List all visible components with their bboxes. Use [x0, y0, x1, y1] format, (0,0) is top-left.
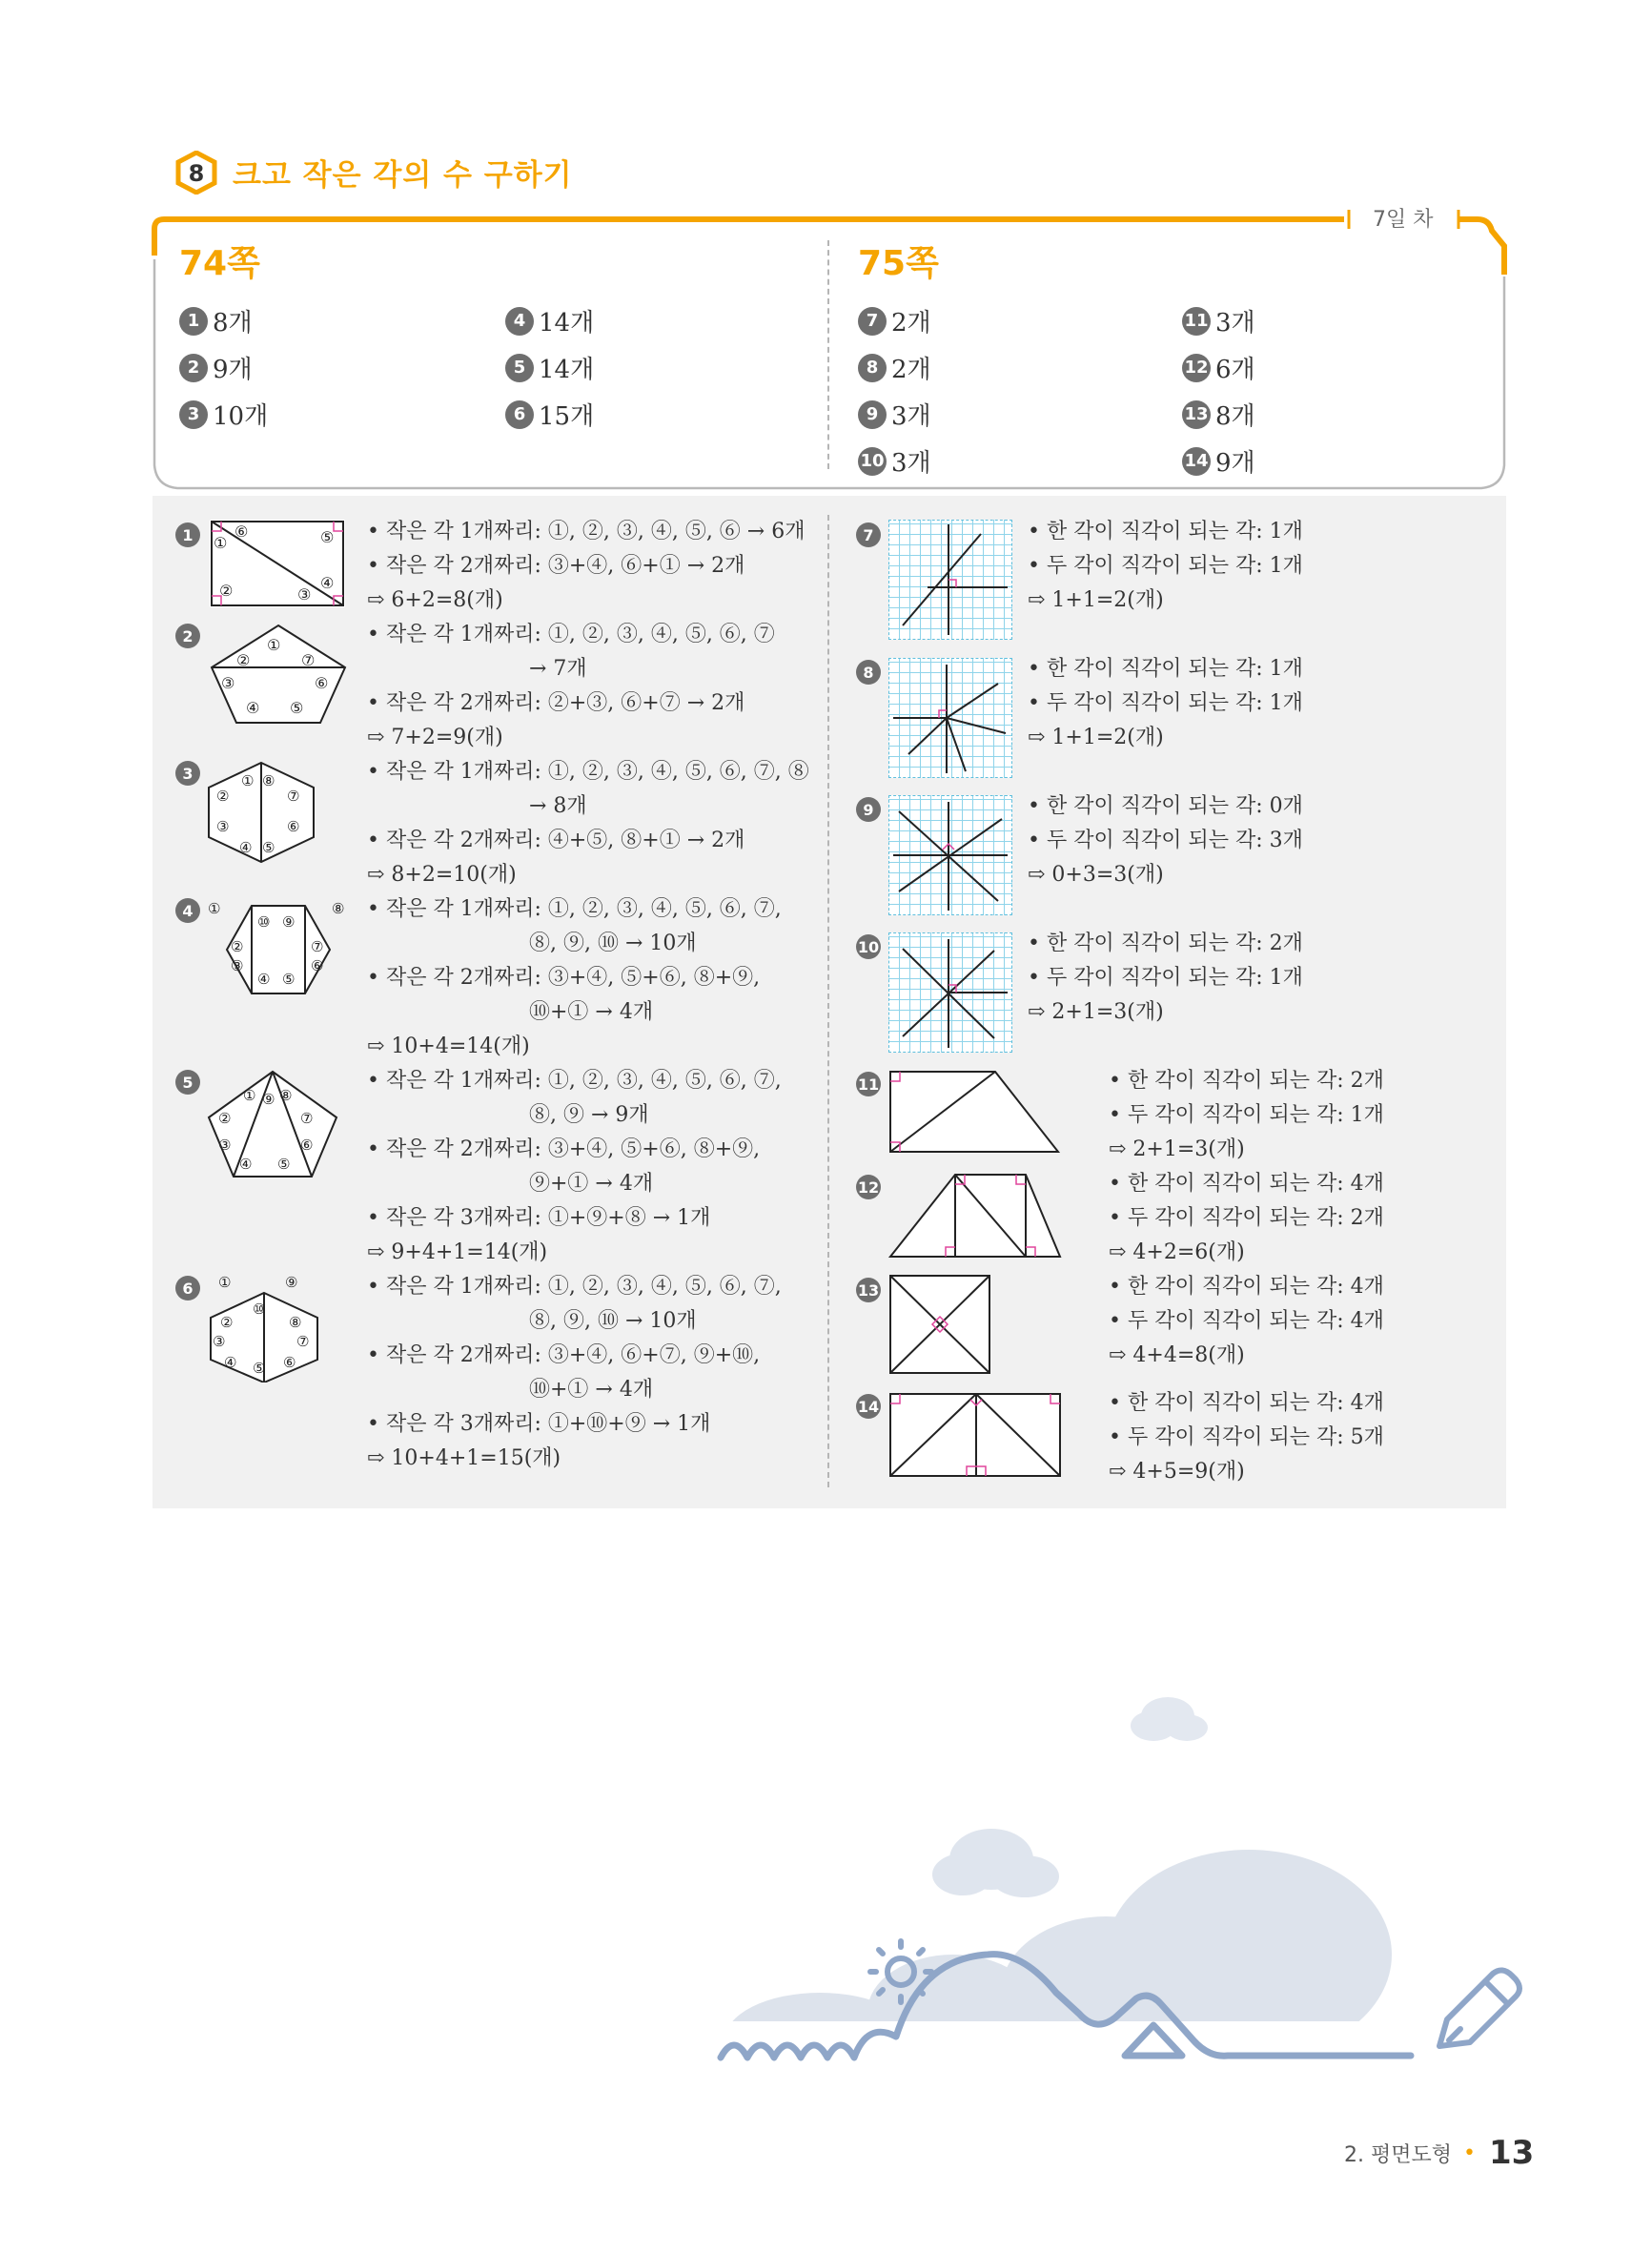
- figure-4-label: ⑩: [257, 913, 271, 931]
- figure-14-rectangle: [887, 1390, 1064, 1480]
- figure-6-label: ⑦: [296, 1333, 310, 1350]
- figure-3-label: ⑧: [262, 772, 275, 789]
- figure-3-label: ②: [216, 788, 230, 805]
- cloud-icon: [1131, 1697, 1208, 1741]
- solution-12-number: 12: [856, 1175, 881, 1199]
- solution-14: • 한 각이 직각이 되는 각: 4개 • 두 각이 직각이 되는 각: 5개 ⇨ 4+5=9(개): [1109, 1391, 1384, 1484]
- figure-4-label: ④: [257, 971, 271, 988]
- solution-11-number: 11: [856, 1072, 881, 1096]
- figure-5-label: ⑨: [262, 1091, 275, 1108]
- figure-4-hexagon: [202, 894, 355, 1001]
- solution-3-number: 3: [175, 761, 200, 786]
- figure-6-label: ⑩: [253, 1301, 266, 1318]
- figure-5-label: ③: [218, 1137, 232, 1154]
- figure-2-label: ⑤: [290, 699, 304, 717]
- figure-2-pentagon: [208, 622, 349, 727]
- figure-1-label: ⑤: [320, 528, 335, 546]
- figure-5-pentagon: [205, 1068, 340, 1180]
- answer-13: 13 8개: [1182, 397, 1255, 432]
- answer-2: 2 9개: [179, 350, 253, 385]
- figure-12-trapezoid: [887, 1171, 1062, 1260]
- answer-divider: [827, 240, 829, 469]
- chapter-label: 2. 평면도형: [1344, 2142, 1452, 2167]
- solution-3: • 작은 각 1개짜리: ①, ②, ③, ④, ⑤, ⑥, ⑦, ⑧ → 8개 • 작은 각 2개짜리: ④+⑤, ⑧+① → 2개 ⇨ 8+2=10(개): [367, 760, 809, 887]
- figure-1-label: ⑥: [235, 522, 249, 541]
- figure-1-label: ④: [320, 574, 335, 592]
- figure-3-label: ⑥: [287, 818, 300, 835]
- figure-3-label: ⑦: [287, 788, 300, 805]
- day-label: 7일 차: [1373, 208, 1434, 232]
- figure-2-label: ③: [221, 674, 235, 692]
- figure-1-label: ②: [219, 582, 234, 600]
- figure-2-label: ①: [267, 636, 281, 654]
- answer-box-frame: [143, 200, 1516, 505]
- solution-11: • 한 각이 직각이 되는 각: 2개 • 두 각이 직각이 되는 각: 1개 ⇨ 2+1=3(개): [1109, 1069, 1384, 1161]
- figure-3-label: ①: [241, 772, 255, 789]
- figure-6-label: ③: [213, 1333, 226, 1350]
- solution-1-number: 1: [175, 522, 200, 547]
- figure-6-label: ⑥: [283, 1354, 296, 1371]
- figure-2-label: ⑦: [301, 651, 316, 669]
- solution-6-number: 6: [175, 1276, 200, 1301]
- answer-6: 6 15개: [505, 397, 594, 432]
- solution-7-number: 7: [856, 522, 881, 547]
- figure-6-label: ⑧: [289, 1314, 302, 1331]
- figure-1-rectangle: [210, 520, 345, 607]
- solution-4: • 작은 각 1개짜리: ①, ②, ③, ④, ⑤, ⑥, ⑦, ⑧, ⑨, ⑩ → 10개 • 작은 각 2개짜리: ③+④, ⑤+⑥, ⑧+⑨, ⑩+① → 4개 ⇨ 10+4=14(개): [367, 897, 782, 1058]
- figure-11-trapezoid: [887, 1068, 1062, 1156]
- figure-10-grid: [888, 932, 1012, 1053]
- solution-7: • 한 각이 직각이 되는 각: 1개 • 두 각이 직각이 되는 각: 1개 ⇨ 1+1=2(개): [1028, 520, 1303, 612]
- figure-4-label: ⑨: [282, 913, 296, 931]
- solution-6: • 작은 각 1개짜리: ①, ②, ③, ④, ⑤, ⑥, ⑦, ⑧, ⑨, ⑩ → 10개 • 작은 각 2개짜리: ③+④, ⑥+⑦, ⑨+⑩, ⑩+① → 4개 • 작은 각 3개짜리: ①+⑩+⑨ → 1개 ⇨ 10+4+1=15(개): [367, 1275, 782, 1470]
- solution-12: • 한 각이 직각이 되는 각: 4개 • 두 각이 직각이 되는 각: 2개 ⇨ 4+2=6(개): [1109, 1172, 1384, 1264]
- cloud-icon: [932, 1829, 1059, 1897]
- figure-5-label: ⑧: [279, 1087, 293, 1104]
- page-75-title: 75쪽: [858, 244, 939, 283]
- answer-7: 7 2개: [858, 303, 931, 338]
- solution-2-number: 2: [175, 624, 200, 648]
- solutions-divider: [827, 515, 829, 1487]
- answer-9: 9 3개: [858, 397, 931, 432]
- cloud-landscape-illustration: [705, 1678, 1525, 2098]
- figure-4-label: ②: [231, 938, 244, 955]
- figure-9-grid: [888, 795, 1012, 915]
- page-footer: [1344, 2134, 1534, 2172]
- figure-3-hexagon: [205, 759, 317, 866]
- solution-10-number: 10: [856, 934, 881, 959]
- answer-4: 4 14개: [505, 303, 594, 338]
- figure-6-label: ②: [220, 1314, 234, 1331]
- figure-4-label: ⑤: [282, 971, 296, 988]
- section-number: 8: [188, 160, 205, 187]
- figure-5-label: ④: [239, 1156, 253, 1173]
- section-number-badge: [174, 151, 218, 195]
- figure-5-label: ①: [243, 1087, 256, 1104]
- figure-4-label: ⑧: [332, 900, 345, 917]
- solution-2: • 작은 각 1개짜리: ①, ②, ③, ④, ⑤, ⑥, ⑦ → 7개 • 작은 각 2개짜리: ②+③, ⑥+⑦ → 2개 ⇨ 7+2=9(개): [367, 623, 775, 749]
- solution-8: • 한 각이 직각이 되는 각: 1개 • 두 각이 직각이 되는 각: 1개 ⇨ 1+1=2(개): [1028, 657, 1303, 749]
- answer-12: 12 6개: [1182, 350, 1255, 385]
- solution-8-number: 8: [856, 660, 881, 685]
- figure-5-label: ②: [218, 1110, 232, 1127]
- answer-10: 10 3개: [858, 443, 931, 479]
- answer-8: 8 2개: [858, 350, 931, 385]
- figure-6-label: ①: [218, 1274, 232, 1291]
- figure-13-square: [887, 1272, 993, 1377]
- figure-3-label: ⑤: [262, 839, 275, 856]
- figure-6-label: ⑨: [285, 1274, 298, 1291]
- figure-5-label: ⑦: [300, 1110, 314, 1127]
- answer-1: 1 8개: [179, 303, 253, 338]
- solution-1: • 작은 각 1개짜리: ①, ②, ③, ④, ⑤, ⑥ → 6개 • 작은 각 2개짜리: ③+④, ⑥+① → 2개 ⇨ 6+2=8(개): [367, 520, 806, 612]
- solution-4-number: 4: [175, 898, 200, 923]
- page-74-title: 74쪽: [179, 244, 260, 283]
- figure-4-label: ①: [208, 900, 221, 917]
- figure-4-label: ⑥: [311, 957, 324, 974]
- answer-3: 3 10개: [179, 397, 268, 432]
- solution-13-number: 13: [856, 1278, 881, 1302]
- figure-1-label: ③: [297, 585, 312, 604]
- page-number: 13: [1488, 2134, 1535, 2172]
- figure-8-grid: [888, 658, 1012, 778]
- figure-4-label: ③: [231, 957, 244, 974]
- figure-1-label: ①: [214, 534, 228, 552]
- section-title: 크고 작은 각의 수 구하기: [233, 158, 573, 193]
- answer-5: 5 14개: [505, 350, 594, 385]
- solution-14-number: 14: [856, 1394, 881, 1419]
- solution-9: • 한 각이 직각이 되는 각: 0개 • 두 각이 직각이 되는 각: 3개 ⇨ 0+3=3(개): [1028, 794, 1303, 887]
- figure-2-label: ②: [236, 651, 251, 669]
- figure-3-label: ③: [216, 818, 230, 835]
- figure-6-label: ⑤: [253, 1360, 266, 1377]
- figure-2-label: ④: [246, 699, 260, 717]
- figure-6-label: ④: [224, 1354, 237, 1371]
- answer-14: 14 9개: [1182, 443, 1255, 479]
- figure-7-grid: [888, 520, 1012, 640]
- figure-5-label: ⑤: [277, 1156, 291, 1173]
- solution-10: • 한 각이 직각이 되는 각: 2개 • 두 각이 직각이 되는 각: 1개 ⇨ 2+1=3(개): [1028, 932, 1303, 1024]
- answer-11: 11 3개: [1182, 303, 1255, 338]
- figure-3-label: ④: [239, 839, 253, 856]
- solution-5: • 작은 각 1개짜리: ①, ②, ③, ④, ⑤, ⑥, ⑦, ⑧, ⑨ → 9개 • 작은 각 2개짜리: ③+④, ⑤+⑥, ⑧+⑨, ⑨+① → 4개 • 작은 각 3개짜리: ①+⑨+⑧ → 1개 ⇨ 9+4+1=14(개): [367, 1069, 782, 1264]
- figure-4-label: ⑦: [311, 938, 324, 955]
- figure-6-hexagon: [205, 1272, 324, 1383]
- figure-2-label: ⑥: [315, 674, 329, 692]
- footer-bullet: •: [1463, 2140, 1476, 2165]
- solution-5-number: 5: [175, 1070, 200, 1095]
- solution-13: • 한 각이 직각이 되는 각: 4개 • 두 각이 직각이 되는 각: 4개 ⇨ 4+4=8(개): [1109, 1275, 1384, 1367]
- solution-9-number: 9: [856, 797, 881, 822]
- figure-5-label: ⑥: [300, 1137, 314, 1154]
